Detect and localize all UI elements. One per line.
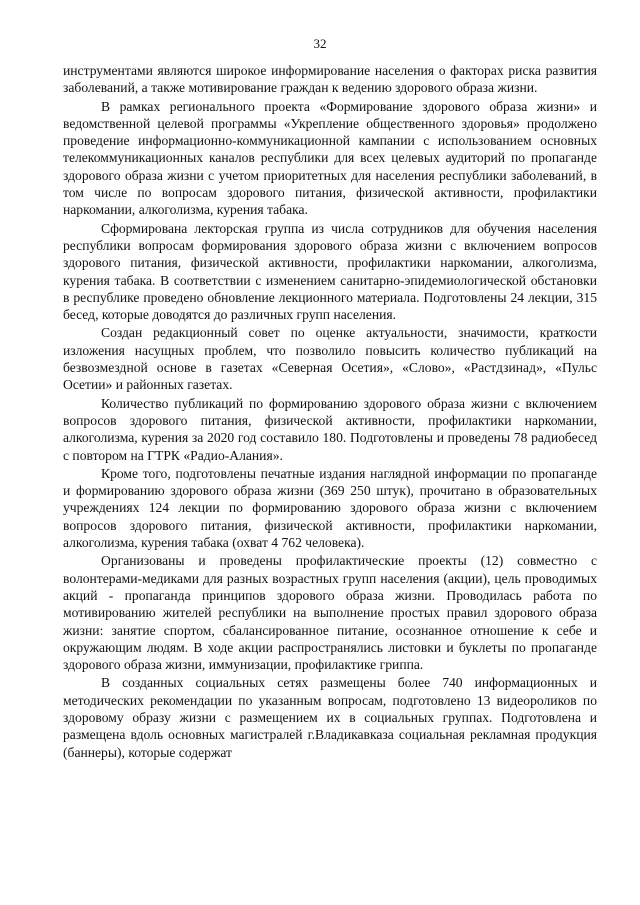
paragraph-editorial-council: Создан редакционный совет по оценке актуальности, значимости, краткости изложения насущных проблем, что позволило повысить количество публикаций на безвозмездной основе в газетах «Северная Осетия», «Слово», «Растдзинад», «Пульс Осетии» и районных газетах. [63, 325, 597, 393]
paragraph-printed-materials: Кроме того, подготовлены печатные издания наглядной информации по пропаганде и формированию здорового образа жизни (369 250 штук), прочитано в образовательных учреждениях 124 лекции по формированию здорового образа жизни с включением вопросов здорового питания, физической активности, профилактики наркомании, алкоголизма, курения табака (охват 4 762 человека). [63, 465, 597, 551]
paragraph-prevention-projects: Организованы и проведены профилактические проекты (12) совместно с волонтерами-медиками для разных возрастных групп населения (акции), цель проводимых акций - пропаганда принципов здорового образа жизни. Проводилась работа по мотивированию жителей республики на выполнение простых правил здорового образа жизни: занятие спортом, сбалансированное питание, осознанное отношение к себе и окружающим людям. В ходе акции распространялись листовки и буклеты по пропаганде здорового образа жизни, иммунизации, профилактике гриппа. [63, 553, 597, 673]
paragraph-social-networks: В созданных социальных сетях размещены более 740 информационных и методических рекомендации по указанным вопросам, подготовлено 13 видеороликов по здоровому образу жизни с размещением их в социальных группах. Подготовлена и размещена вдоль основных магистралей г.Владикавказа социальная рекламная продукция (баннеры), которые содержат [63, 675, 597, 760]
page-number: 32 [313, 36, 327, 51]
paragraph-continuation: инструментами являются широкое информирование населения о факторах риска развития заболеваний, а также мотивирование граждан к ведению здорового образа жизни. [63, 63, 597, 96]
paragraph-lecture-group: Сформирована лекторская группа из числа сотрудников для обучения населения республики вопросам формирования здорового образа жизни с включением вопросов здорового питания, физической активности, профилактики наркомании, алкоголизма, курения табака. В соответствии с изменением санитарно-эпидемиологической обстановки в республике проведено обновление лекционного материала. Подготовлены 24 лекции, 315 бесед, которые доводятся до различных групп населения. [63, 220, 597, 323]
paragraph-regional-project: В рамках регионального проекта «Формирование здорового образа жизни» и ведомственной целевой программы «Укрепление общественного здоровья» продолжено проведение информационно-коммуникационной кампании с использованием основных телекоммуникационных каналов республики для всех целевых аудиторий по пропаганде здорового образа жизни с учетом приоритетных для населения республики заболеваний, в том числе по вопросам здорового питания, физической активности, профилактики наркомании, алкоголизма, курения табака. [63, 98, 597, 218]
document-body [63, 62, 597, 762]
paragraph-publications-count: Количество публикаций по формированию здорового образа жизни с включением вопросов здорового питания, физической активности, профилактики наркомании, алкоголизма, курения за 2020 год составило 180. Подготовлены и проведены 78 радиобесед с повтором на ГТРК «Радио-Алания». [63, 395, 597, 463]
